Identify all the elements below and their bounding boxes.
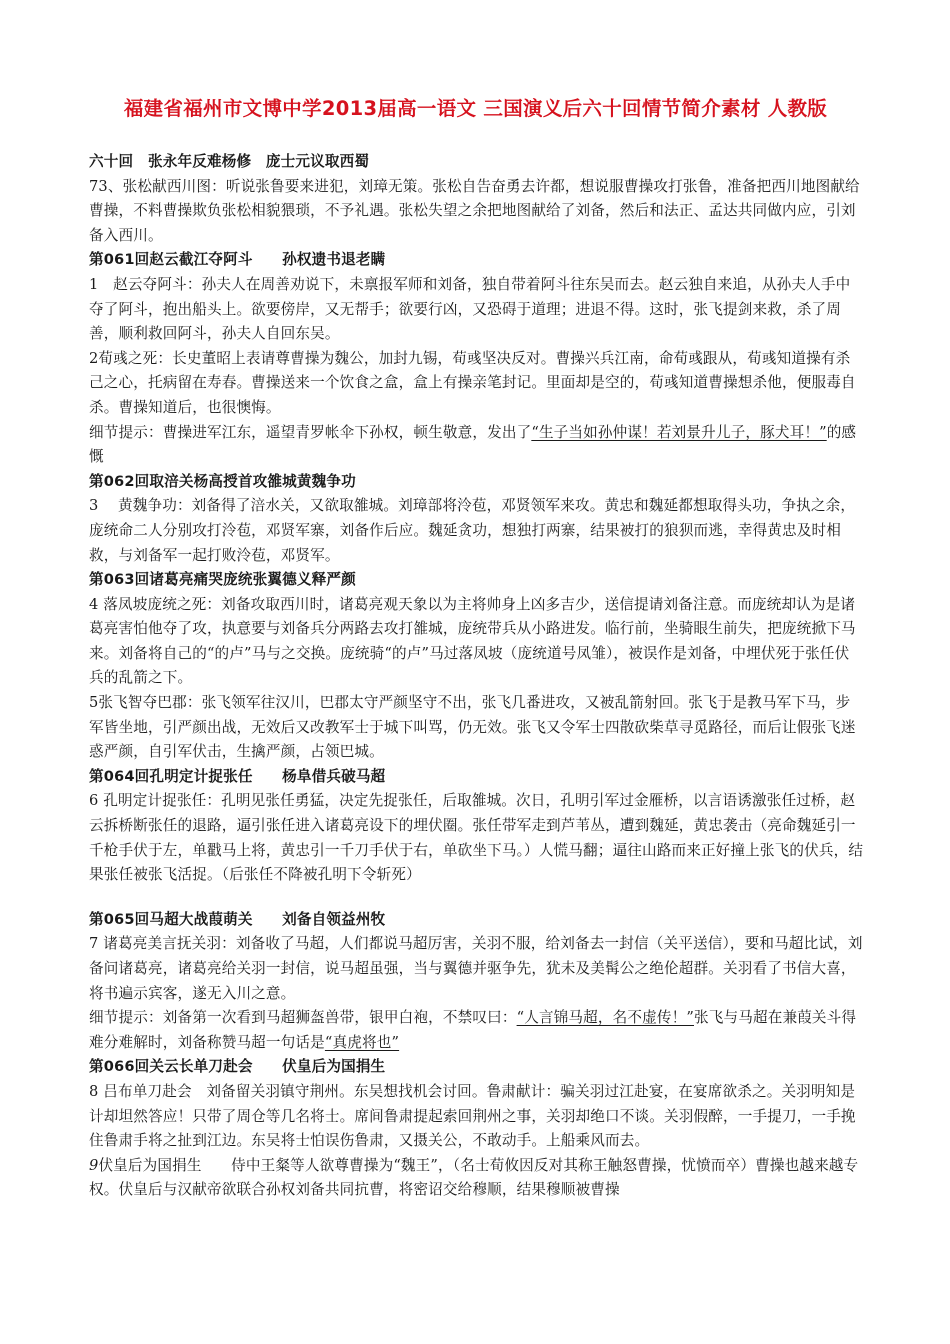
note-text: 细节提示：曹操进军江东，遥望青罗帐伞下孙权，顿生敬意，发出了 [89,423,532,441]
chapter-heading: 第064回孔明定计捉张任 杨阜借兵破马超 [89,767,386,785]
paragraph: 4 落凤坡庞统之死：刘备攻取西川时，诸葛亮观天象以为主将帅身上凶多吉少，送信提请刘备注意。而庞统却认为是诸葛亮害怕他夺了攻，执意要与刘备兵分两路去攻打雒城，庞统带兵从小路进发。临行前，坐骑眼生前失，把庞统掀下马来。刘备将自己的“的卢”马与之交换。庞统骑“的卢”马过落凤坡（庞统道号凤雏），被误作是刘备，中埋伏死于张任伏兵的乱箭之下。 [89,595,856,687]
chapter-heading: 六十回 张永年反难杨修 庞士元议取西蜀 [89,153,370,170]
document-title: 福建省福州市文博中学2013届高一语文 三国演义后六十回情节简介素材 人教版 [123,97,828,120]
detail-note [89,1006,864,1055]
note-text: 的感慨 [89,423,857,466]
paragraph: 73、张松献西川图：听说张鲁要来进犯，刘璋无策。张松自告奋勇去许都，想说服曹操攻打张鲁，准备把西川地图献给曹操，不料曹操欺负张松相貌猥琐，不予礼遇。张松失望之余把地图献给了刘备，然后和法正、孟达共同做内应，引刘备入西川。 [89,177,860,244]
underlined-quote: “真虎将也” [324,1033,400,1051]
paragraph: 6 孔明定计捉张任：孔明见张任勇猛，决定先捉张任，后取雒城。次日，孔明引军过金雁桥，以言语诱激张任过桥，赵云拆桥断张任的退路，逼引张任进入诸葛亮设下的埋伏圈。张任带军走到芦苇丛，遭到魏延，黄忠袭击（亮命魏延引一千枪手伏于左，单戳马上将，黄忠引一千刀手伏于右，单砍坐下马。）人慌马翻；逼往山路而来正好撞上张飞的伏兵，结果张任被张飞活捉。（后张任不降被孔明下令斩死） [89,792,864,884]
chapter-heading: 第063回诸葛亮痛哭庞统张翼德义释严颜 [89,571,356,589]
chapter-heading: 第065回马超大战葭萌关 刘备自领益州牧 [89,910,386,928]
paragraph: 2荀彧之死：长史董昭上表请尊曹操为魏公，加封九锡，荀彧坚决反对。曹操兴兵江南，命荀彧跟从，荀彧知道操有杀己之心，托病留在寿春。曹操送来一个饮食之盒，盒上有操亲笔封记。里面却是空的，荀彧知道曹操想杀他，便服毒自杀。曹操知道后，也很懊悔。 [89,349,856,416]
underlined-quote: “人言锦马超，名不虚传！” [516,1009,694,1027]
paragraph: 5张飞智夺巴郡：张飞领军往汉川，巴郡太守严颜坚守不出，张飞几番进攻，又被乱箭射回。张飞于是教马军下马，步军皆坐地，引严颜出战，无效后又改教军士于城下叫骂，仍无效。张飞又令军士四散砍柴草寻觅路径，而后让假张飞迷惑严颜，自引军伏击，生擒严颜，占领巴城。 [89,694,856,761]
note-text: 细节提示：刘备第一次看到马超狮盔兽带，银甲白袍，不禁叹曰： [89,1009,517,1027]
blank-line [89,888,864,908]
underlined-quote: “生子当如孙仲谋！若刘景升儿子，豚犬耳！” [531,423,827,441]
paragraph: 1 赵云夺阿斗：孙夫人在周善劝说下，未禀报军师和刘备，独自带着阿斗往东吴而去。赵云独自来追，从孙夫人手中夺了阿斗，抱出船头上。欲要傍岸，又无帮手；欲要行凶，又恐碍于道理；进退不得。这时，张飞提剑来救，杀了周善，顺利救回阿斗，孙夫人自回东吴。 [89,275,851,343]
paragraph [89,1154,864,1203]
document-body [89,150,864,1203]
paragraph: 7 诸葛亮美言抚关羽：刘备收了马超，人们都说马超厉害，关羽不服，给刘备去一封信（关平送信），要和马超比试，刘备问诸葛亮，诸葛亮给关羽一封信，说马超虽强，当与翼德并驱争先，犹未及美髯公之绝伦超群。关羽看了书信大喜，将书遍示宾客，遂无入川之意。 [89,935,863,1002]
chapter-heading: 第066回关云长单刀赴会 伏皇后为国捐生 [89,1058,386,1076]
note-text: 张飞与马超在兼葭关斗得难分难解时，刘备称赞马超一句话是 [89,1009,857,1051]
paragraph-text: 伏皇后为国捐生 侍中王粲等人欲尊曹操为“魏王”，（名士荀攸因反对其称王触怒曹操，忧愤而卒）曹操也越来越专权。伏皇后与汉献帝欲联合孙权刘备共同抗曹，将密诏交给穆顺，结果穆顺被曹操 [89,1156,859,1199]
item-number: 9 [89,1156,99,1174]
chapter-heading: 第062回取涪关杨高授首攻雒城黄魏争功 [89,472,356,490]
detail-note [89,421,864,470]
paragraph: 8 吕布单刀赴会 刘备留关羽镇守荆州。东吴想找机会讨回。鲁肃献计：骗关羽过江赴宴，在宴席欲杀之。关羽明知是计却坦然答应！只带了周仓等几名将士。席间鲁肃提起索回荆州之事，关羽却绝口不谈。关羽假醉，一手提刀，一手挽住鲁肃手将之扯到江边。东吴将士怕误伤鲁肃，又摄关公，不敢动手。上船乘风而去。 [89,1082,856,1150]
chapter-heading: 第061回赵云截江夺阿斗 孙权遗书退老瞒 [89,251,386,269]
paragraph: 3 黄魏争功：刘备得了涪水关，又欲取雒城。刘璋部将泠苞，邓贤领军来攻。黄忠和魏延都想取得头功，争执之余，庞统命二人分别攻打泠苞，邓贤军寨，刘备作后应。魏延贪功，想独打两寨，结果被打的狼狈而逃，幸得黄忠及时相救，与刘备军一起打败泠苞，邓贤军。 [89,497,856,564]
